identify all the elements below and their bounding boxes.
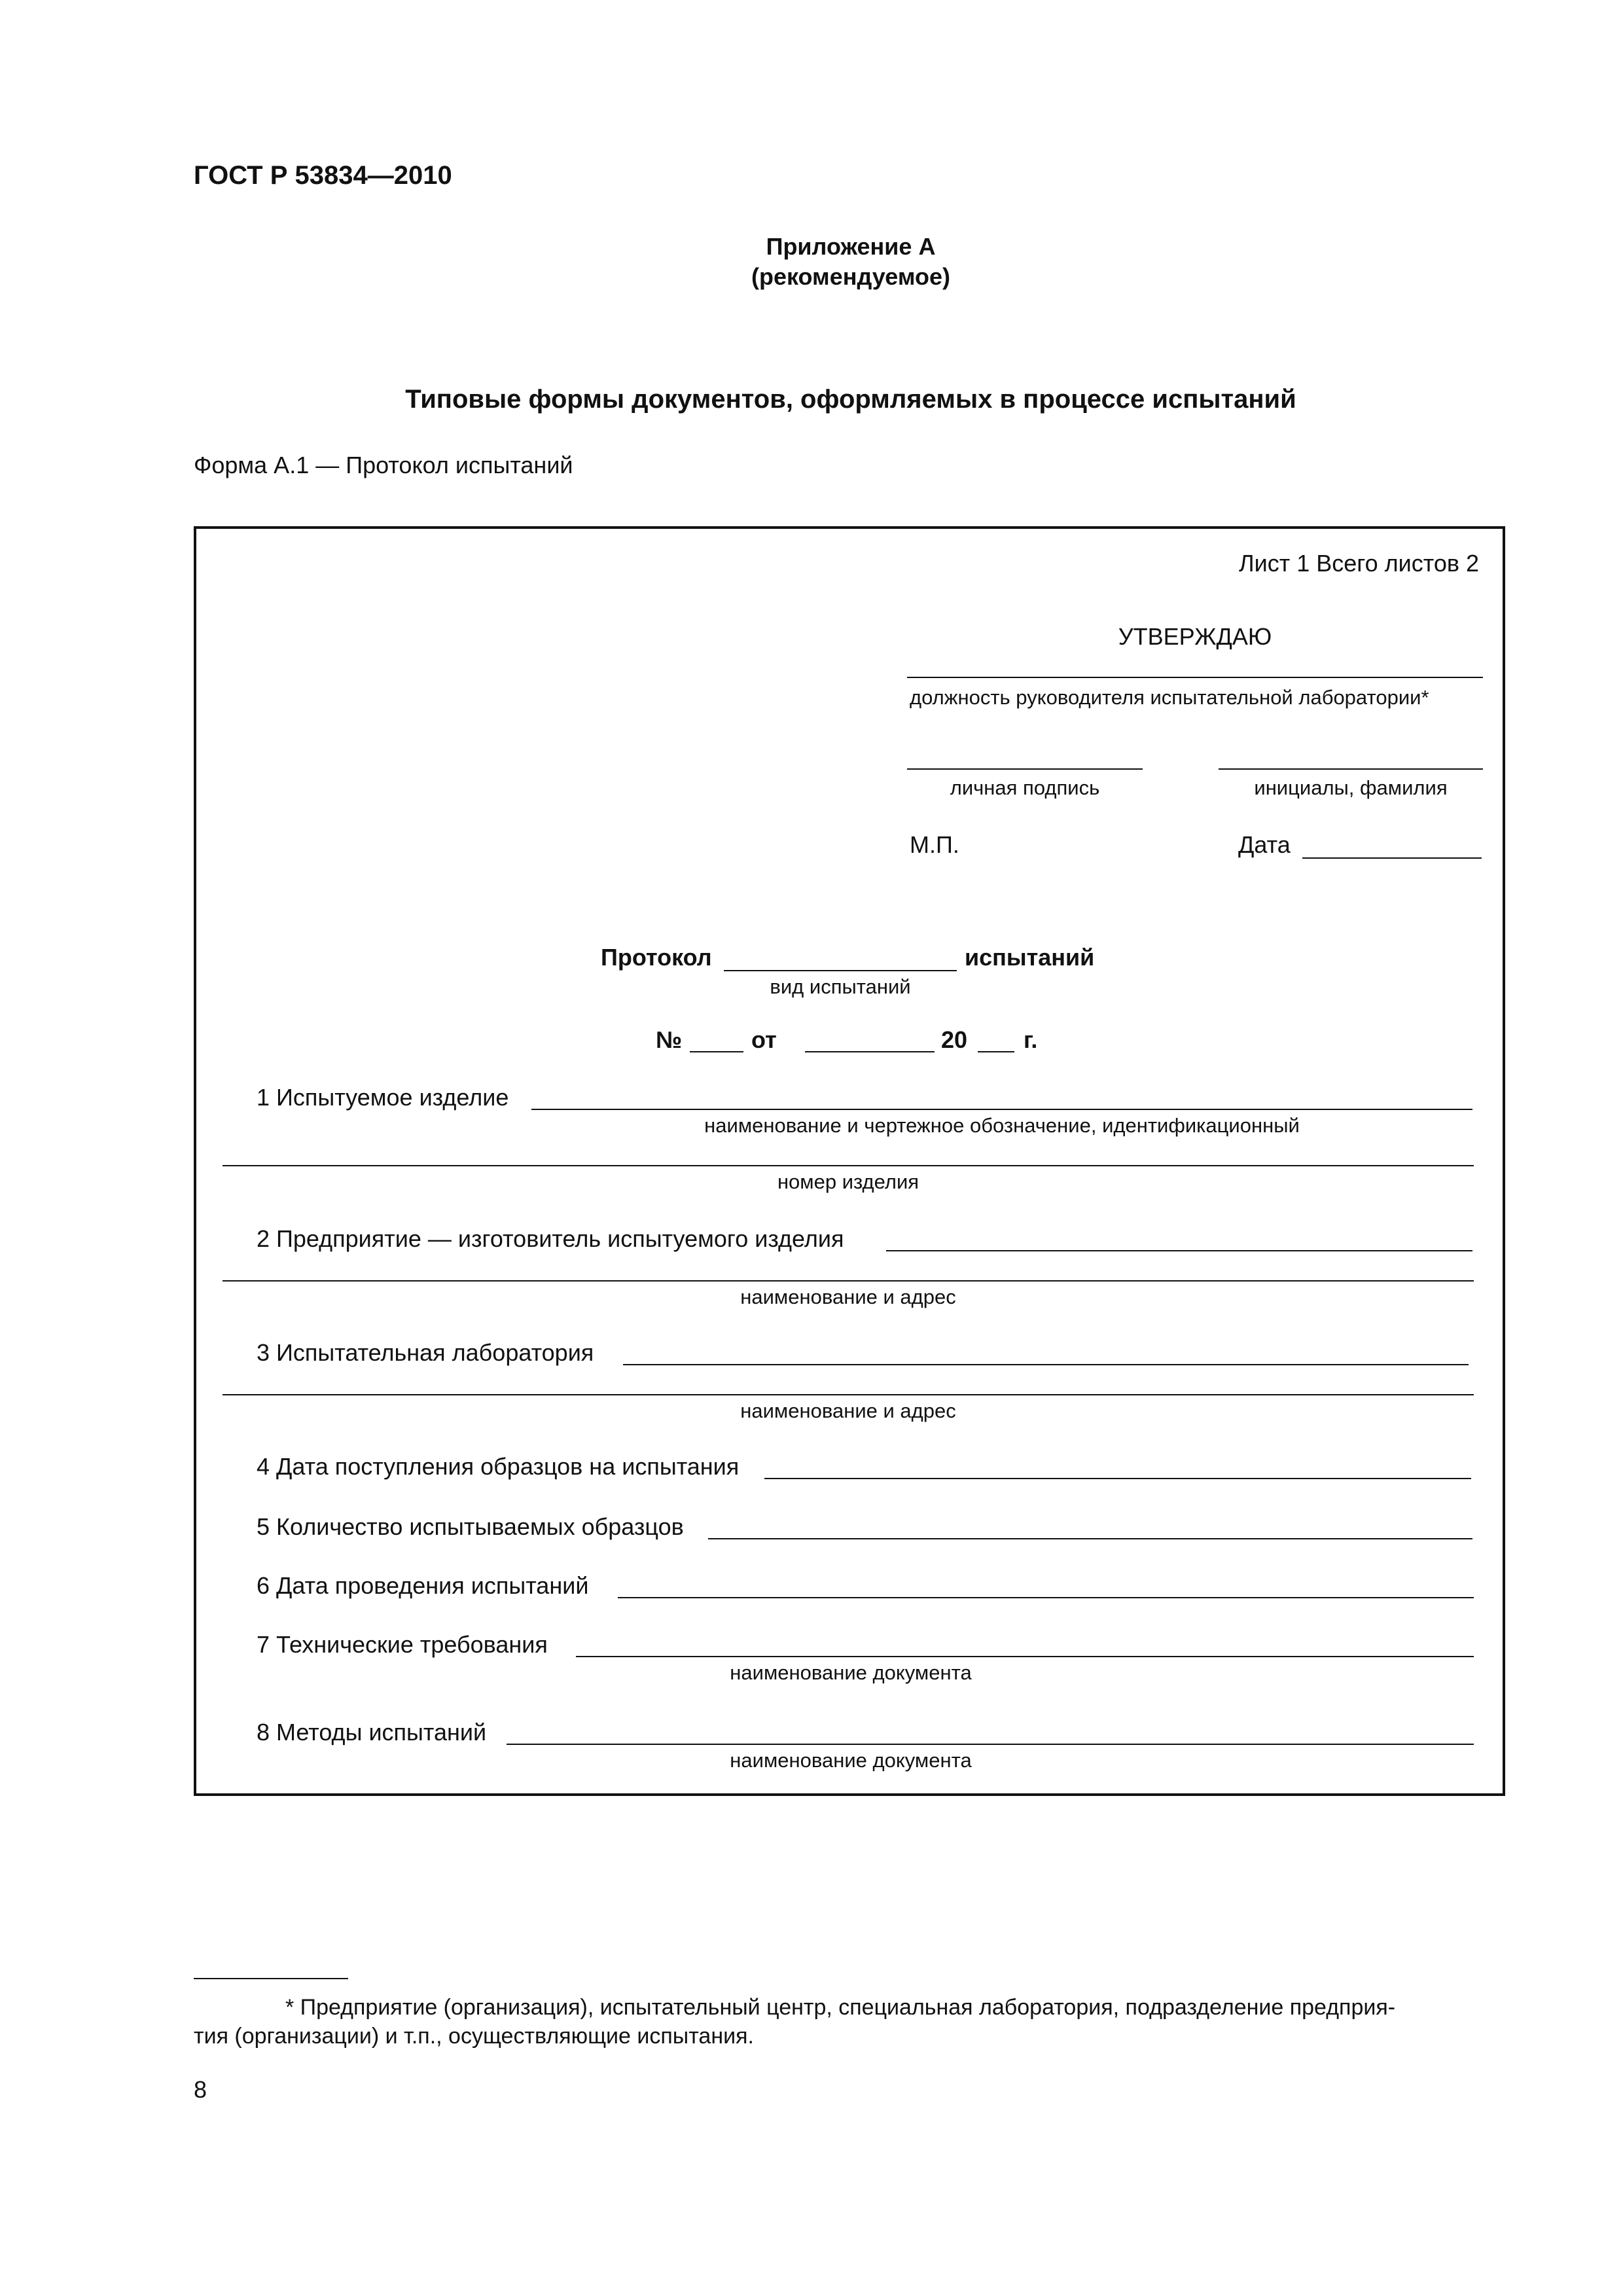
from-word: от bbox=[751, 1026, 777, 1053]
item-4-label: 4 Дата поступления образцов на испытания bbox=[257, 1453, 740, 1480]
section-title: Типовые формы документов, оформляемых в процессе испытаний bbox=[405, 385, 1296, 414]
year-suffix: г. bbox=[1024, 1026, 1038, 1053]
item-2-hint: наименование и адрес bbox=[740, 1285, 956, 1308]
approve-heading: УТВЕРЖДАЮ bbox=[1118, 623, 1272, 650]
item-7-hint: наименование документа bbox=[730, 1661, 972, 1684]
footnote-line-2: тия (организации) и т.п., осуществляющие испытания. bbox=[194, 2024, 754, 2049]
year-prefix: 20 bbox=[941, 1026, 968, 1053]
name-hint: инициалы, фамилия bbox=[1254, 776, 1448, 799]
item-7-label: 7 Технические требования bbox=[257, 1631, 548, 1658]
item-6-label: 6 Дата проведения испытаний bbox=[257, 1572, 589, 1599]
item-2-label: 2 Предприятие — изготовитель испытуемого изделия bbox=[257, 1225, 844, 1252]
signature-line bbox=[907, 768, 1143, 770]
item-1-line-2 bbox=[223, 1165, 1474, 1166]
item-8-line bbox=[507, 1744, 1474, 1745]
appendix-status: (рекомендуемое) bbox=[751, 263, 950, 290]
protocol-date-line bbox=[805, 1051, 935, 1052]
year-line bbox=[978, 1051, 1014, 1052]
item-5-line bbox=[708, 1538, 1472, 1539]
item-3-line bbox=[623, 1364, 1469, 1365]
test-kind-line bbox=[724, 970, 957, 971]
stamp-place: М.П. bbox=[910, 831, 959, 858]
protocol-word: Протокол bbox=[601, 944, 712, 971]
date-line bbox=[1302, 857, 1482, 859]
item-1-hint-2: номер изделия bbox=[777, 1170, 919, 1193]
test-kind-hint: вид испытаний bbox=[770, 975, 911, 998]
item-1-line bbox=[531, 1109, 1472, 1110]
item-8-hint: наименование документа bbox=[730, 1749, 972, 1772]
page-number: 8 bbox=[194, 2076, 207, 2103]
date-label: Дата bbox=[1238, 831, 1291, 858]
item-3-label: 3 Испытательная лаборатория bbox=[257, 1339, 594, 1366]
signature-hint: личная подпись bbox=[950, 776, 1100, 799]
position-line bbox=[907, 677, 1483, 678]
item-3-hint: наименование и адрес bbox=[740, 1399, 956, 1422]
standard-number: ГОСТ Р 53834—2010 bbox=[194, 161, 452, 190]
item-8-label: 8 Методы испытаний bbox=[257, 1719, 487, 1746]
item-2-line bbox=[886, 1250, 1472, 1251]
item-6-line bbox=[618, 1597, 1474, 1598]
footnote-line-1: * Предприятие (организация), испытательный центр, специальная лаборатория, подразделение предприя- bbox=[285, 1995, 1396, 2020]
number-sign: № bbox=[656, 1026, 683, 1053]
item-5-label: 5 Количество испытываемых образцов bbox=[257, 1513, 684, 1540]
position-hint: должность руководителя испытательной лаборатории* bbox=[910, 686, 1429, 709]
item-4-line bbox=[764, 1478, 1471, 1479]
item-1-hint: наименование и чертежное обозначение, идентификационный bbox=[704, 1114, 1300, 1137]
item-1-label: 1 Испытуемое изделие bbox=[257, 1084, 509, 1111]
item-7-line bbox=[576, 1656, 1474, 1657]
item-2-line-2 bbox=[223, 1280, 1474, 1282]
name-line bbox=[1219, 768, 1483, 770]
footnote-separator bbox=[194, 1978, 348, 1979]
tests-word: испытаний bbox=[965, 944, 1095, 971]
sheet-count: Лист 1 Всего листов 2 bbox=[1238, 550, 1479, 577]
protocol-form-frame bbox=[194, 526, 1505, 1796]
form-caption: Форма А.1 — Протокол испытаний bbox=[194, 452, 573, 478]
number-line bbox=[690, 1051, 743, 1052]
item-3-line-2 bbox=[223, 1394, 1474, 1395]
appendix-title: Приложение А bbox=[766, 233, 936, 260]
